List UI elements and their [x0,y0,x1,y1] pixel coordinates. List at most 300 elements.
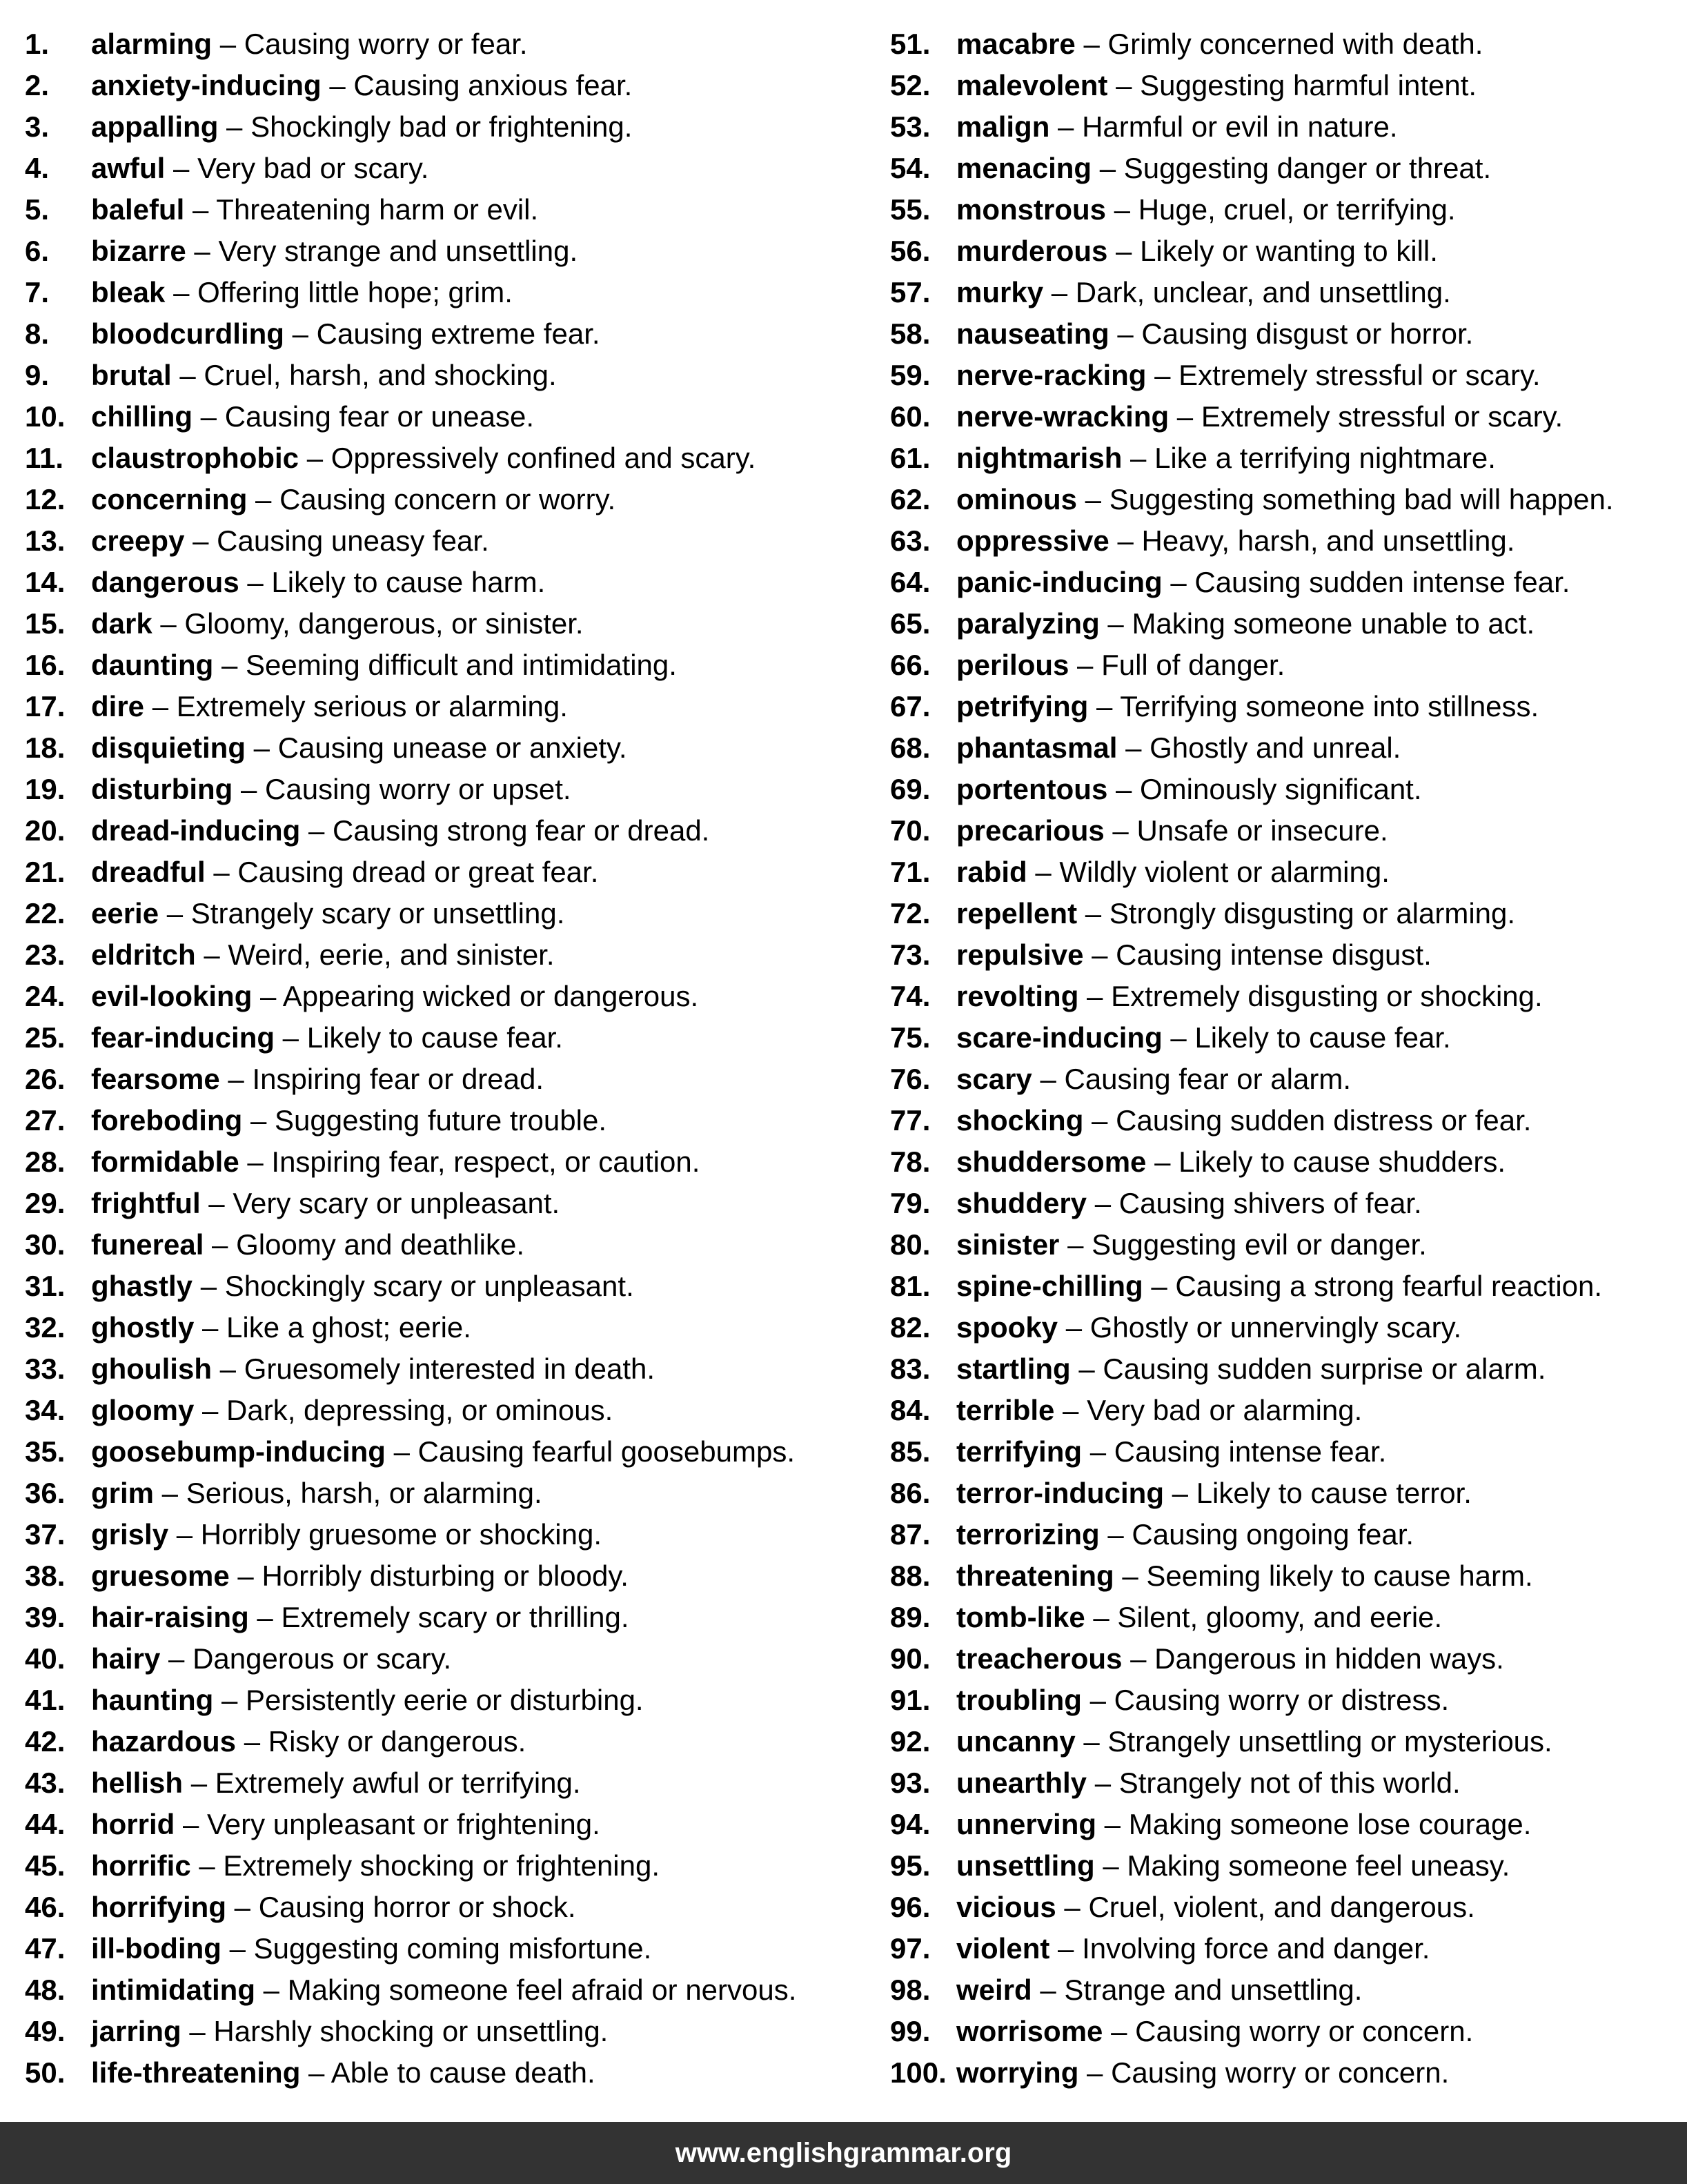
entry-word: fearsome [91,1063,220,1095]
entry-number: 60. [890,400,931,433]
word-entry [25,810,874,852]
entry-number: 55. [890,193,931,226]
entry-separator: – [152,607,185,640]
entry-definition: Causing unease or anxiety. [277,731,627,764]
entry-separator: – [1070,1352,1103,1385]
entry-word: ghostly [91,1311,195,1344]
entry-definition: Seeming difficult and intimidating. [246,649,677,681]
entry-definition: Cruel, harsh, and shocking. [204,359,557,391]
word-entry [890,1224,1684,1266]
entry-definition: Dark, depressing, or ominous. [226,1394,613,1426]
entry-separator: – [1146,359,1179,391]
entry-definition: Strongly disgusting or alarming. [1109,897,1516,929]
entry-number: 43. [25,1767,66,1799]
word-entry [890,272,1684,313]
word-entry [890,189,1684,230]
word-entry [890,810,1684,852]
entry-word: formidable [91,1145,239,1178]
entry-separator: – [190,1849,224,1882]
entry-number: 86. [890,1477,931,1509]
entry-word: appalling [91,110,219,143]
word-entry [25,355,874,396]
entry-word: gloomy [91,1394,195,1426]
entry-word: panic-inducing [956,566,1163,598]
entry-definition: Suggesting danger or threat. [1123,152,1492,184]
entry-number: 95. [890,1849,931,1882]
word-entry [25,65,874,106]
entry-number: 26. [25,1063,66,1095]
entry-word: uncanny [956,1725,1076,1758]
entry-word: terror-inducing [956,1477,1164,1509]
entry-separator: – [1109,524,1142,557]
entry-definition: Causing intense disgust. [1116,938,1432,971]
entry-word: horrific [91,1849,191,1882]
entry-word: monstrous [956,193,1107,226]
entry-separator: – [1075,1725,1108,1758]
entry-number: 14. [25,566,66,598]
entry-number: 19. [25,773,66,805]
entry-definition: Causing fear or alarm. [1064,1063,1351,1095]
entry-number: 38. [25,1560,66,1592]
entry-separator: – [300,2056,331,2089]
word-entry [890,65,1684,106]
entry-separator: – [168,1518,201,1551]
entry-word: perilous [956,649,1069,681]
entry-separator: – [205,856,238,888]
entry-definition: Extremely scary or thrilling. [281,1601,629,1633]
word-entry [890,520,1684,562]
entry-number: 44. [25,1808,66,1840]
entry-separator: – [1043,276,1076,308]
entry-separator: – [1049,1932,1083,1965]
entry-definition: Persistently eerie or disturbing. [246,1684,644,1716]
entry-number: 37. [25,1518,66,1551]
entry-definition: Causing sudden distress or fear. [1116,1104,1532,1137]
word-entry [890,1721,1684,1762]
entry-definition: Terrifying someone into stillness. [1120,690,1539,722]
entry-number: 59. [890,359,931,391]
entry-separator: – [1081,1684,1114,1716]
entry-word: repellent [956,897,1078,929]
entry-separator: – [200,1187,233,1219]
entry-separator: – [1104,814,1137,847]
entry-word: dire [91,690,145,722]
entry-word: oppressive [956,524,1109,557]
entry-definition: Causing fear or unease. [224,400,534,433]
entry-separator: – [1059,1228,1092,1261]
word-entry [890,1100,1684,1141]
word-entry [890,1928,1684,1969]
entry-separator: – [246,731,278,764]
word-entry [25,272,874,313]
entry-separator: – [1049,110,1083,143]
entry-separator: – [1099,607,1132,640]
word-entry [890,645,1684,686]
entry-definition: Causing horror or shock. [258,1891,576,1923]
entry-definition: Wildly violent or alarming. [1059,856,1390,888]
entry-number: 58. [890,317,931,350]
entry-number: 90. [890,1642,931,1675]
entry-number: 34. [25,1394,66,1426]
entry-definition: Causing concern or worry. [279,483,616,515]
entry-definition: Causing uneasy fear. [217,524,489,557]
word-entry [25,1017,874,1059]
entry-number: 87. [890,1518,931,1551]
entry-separator: – [1169,400,1201,433]
entry-number: 46. [25,1891,66,1923]
entry-definition: Gloomy, dangerous, or sinister. [184,607,584,640]
entry-number: 93. [890,1767,931,1799]
word-entry [890,852,1684,893]
entry-separator: – [1107,773,1141,805]
entry-separator: – [321,69,354,101]
entry-separator: – [204,1228,237,1261]
word-entry [25,603,874,645]
entry-definition: Silent, gloomy, and eerie. [1117,1601,1443,1633]
entry-definition: Extremely stressful or scary. [1201,400,1563,433]
word-entry [25,1721,874,1762]
entry-word: shuddery [956,1187,1087,1219]
word-entry [25,645,874,686]
entry-number: 22. [25,897,66,929]
entry-definition: Ominously significant. [1140,773,1422,805]
entry-word: paralyzing [956,607,1100,640]
entry-word: dark [91,607,152,640]
entry-number: 39. [25,1601,66,1633]
entry-definition: Making someone unable to act. [1132,607,1535,640]
entry-word: nerve-racking [956,359,1147,391]
entry-definition: Extremely stressful or scary. [1178,359,1541,391]
entry-word: hair-raising [91,1601,249,1633]
entry-separator: – [184,193,217,226]
entry-number: 73. [890,938,931,971]
entry-number: 96. [890,1891,931,1923]
entry-separator: – [1109,317,1142,350]
entry-separator: – [252,980,283,1012]
word-entry [890,355,1684,396]
entry-definition: Likely or wanting to kill. [1140,235,1438,267]
entry-definition: Very strange and unsettling. [218,235,578,267]
entry-number: 27. [25,1104,66,1137]
entry-word: dangerous [91,566,239,598]
entry-definition: Making someone feel uneasy. [1127,1849,1510,1882]
word-entry [890,2011,1684,2052]
entry-definition: Oppressively confined and scary. [331,442,756,474]
word-entry [25,1804,874,1845]
entry-word: anxiety-inducing [91,69,322,101]
entry-separator: – [1085,1601,1118,1633]
entry-separator: – [1094,1849,1127,1882]
entry-number: 67. [890,690,931,722]
entry-definition: Heavy, harsh, and unsettling. [1141,524,1515,557]
entry-number: 52. [890,69,931,101]
entry-definition: Causing worry or upset. [265,773,571,805]
entry-number: 76. [890,1063,931,1095]
entry-definition: Horribly disturbing or bloody. [262,1560,629,1592]
entry-number: 6. [25,235,50,267]
entry-word: murky [956,276,1044,308]
entry-separator: – [1106,193,1138,226]
footer-bar [0,2122,1687,2184]
entry-separator: – [239,1145,272,1178]
entry-separator: – [247,483,280,515]
entry-word: concerning [91,483,248,515]
entry-separator: – [1056,1891,1089,1923]
entry-word: hellish [91,1767,184,1799]
word-entry [890,1307,1684,1348]
entry-number: 16. [25,649,66,681]
entry-number: 3. [25,110,50,143]
entry-separator: – [165,276,198,308]
entry-word: dread-inducing [91,814,301,847]
entry-word: revolting [956,980,1079,1012]
entry-number: 8. [25,317,50,350]
word-entry [25,1224,874,1266]
entry-word: scary [956,1063,1032,1095]
entry-number: 97. [890,1932,931,1965]
entry-separator: – [1107,235,1141,267]
entry-definition: Causing worry or concern. [1111,2056,1450,2089]
entry-definition: Gloomy and deathlike. [236,1228,525,1261]
entry-definition: Inspiring fear or dread. [252,1063,544,1095]
entry-definition: Harmful or evil in nature. [1082,110,1398,143]
entry-definition: Causing intense fear. [1114,1435,1387,1468]
entry-separator: – [184,524,217,557]
word-entry [25,1390,874,1431]
entry-definition: Causing strong fear or dread. [333,814,710,847]
entry-separator: – [160,1642,193,1675]
entry-word: bizarre [91,235,186,267]
entry-separator: – [221,1932,254,1965]
entry-definition: Likely to cause terror. [1196,1477,1472,1509]
word-entry [890,976,1684,1017]
entry-number: 84. [890,1394,931,1426]
entry-word: funereal [91,1228,204,1261]
word-entry [25,2011,874,2052]
entry-number: 45. [25,1849,66,1882]
word-entry [25,230,874,272]
entry-definition: Strangely scary or unsettling. [190,897,565,929]
entry-number: 71. [890,856,931,888]
entry-word: hazardous [91,1725,237,1758]
entry-definition: Causing fearful goosebumps. [417,1435,795,1468]
word-entry [890,1887,1684,1928]
entry-word: horrid [91,1808,175,1840]
entry-word: chilling [91,400,193,433]
entry-separator: – [213,1684,246,1716]
entry-word: eerie [91,897,159,929]
entry-number: 98. [890,1974,931,2006]
word-entry [25,479,874,520]
entry-separator: – [1027,856,1060,888]
word-entry [890,1969,1684,2011]
right-column [890,23,1684,2094]
word-entry [890,437,1684,479]
entry-number: 35. [25,1435,66,1468]
entry-number: 1. [25,28,50,60]
entry-definition: Dangerous in hidden ways. [1154,1642,1504,1675]
left-column [25,23,874,2094]
word-entry [25,313,874,355]
entry-definition: Causing ongoing fear. [1132,1518,1414,1551]
entry-separator: – [284,317,317,350]
entry-separator: – [193,1270,225,1302]
word-entry [25,1638,874,1680]
entry-definition: Gruesomely interested in death. [244,1352,655,1385]
entry-number: 75. [890,1021,931,1054]
entry-definition: Causing anxious fear. [353,69,633,101]
entry-number: 51. [890,28,931,60]
entry-word: evil-looking [91,980,253,1012]
word-entry [25,1597,874,1638]
entry-definition: Shockingly bad or frightening. [250,110,633,143]
entry-separator: – [144,690,177,722]
entry-definition: Extremely shocking or frightening. [223,1849,660,1882]
entry-definition: Cruel, violent, and dangerous. [1088,1891,1475,1923]
entry-separator: – [1083,1104,1116,1137]
entry-word: goosebump-inducing [91,1435,386,1468]
entry-definition: Extremely serious or alarming. [176,690,568,722]
entry-number: 15. [25,607,66,640]
word-entry [890,1390,1684,1431]
word-entry [25,852,874,893]
entry-definition: Dangerous or scary. [193,1642,452,1675]
word-entry [25,1845,874,1887]
entry-separator: – [194,1394,227,1426]
entry-definition: Weird, eerie, and sinister. [228,938,555,971]
entry-number: 56. [890,235,931,267]
entry-number: 13. [25,524,66,557]
entry-number: 49. [25,2015,66,2047]
word-entry [890,1348,1684,1390]
entry-word: alarming [91,28,213,60]
entry-number: 79. [890,1187,931,1219]
entry-word: grisly [91,1518,169,1551]
word-entry [890,1597,1684,1638]
entry-definition: Like a ghost; eerie. [226,1311,471,1344]
entry-word: bloodcurdling [91,317,284,350]
entry-word: claustrophobic [91,442,299,474]
entry-word: fear-inducing [91,1021,275,1054]
entry-definition: Offering little hope; grim. [197,276,513,308]
word-entry [890,23,1684,65]
entry-word: nauseating [956,317,1109,350]
entry-word: macabre [956,28,1076,60]
word-entry [890,603,1684,645]
entry-separator: – [1099,1518,1132,1551]
entry-number: 65. [890,607,931,640]
entry-number: 48. [25,1974,66,2006]
word-entry [25,2052,874,2094]
word-entry [25,1059,874,1100]
entry-number: 9. [25,359,50,391]
entry-word: tomb-like [956,1601,1085,1633]
word-entry [25,1555,874,1597]
entry-separator: – [255,1974,288,2006]
entry-definition: Suggesting evil or danger. [1092,1228,1427,1261]
entry-separator: – [211,1352,244,1385]
word-entry [890,230,1684,272]
entry-number: 2. [25,69,50,101]
entry-word: daunting [91,649,214,681]
entry-definition: Like a terrifying nightmare. [1154,442,1496,474]
entry-number: 92. [890,1725,931,1758]
entry-number: 80. [890,1228,931,1261]
entry-separator: – [1088,690,1121,722]
entry-word: terrible [956,1394,1055,1426]
word-entry [25,1969,874,2011]
word-entry [25,1183,874,1224]
entry-separator: – [299,442,331,474]
entry-definition: Serious, harsh, or alarming. [186,1477,542,1509]
word-entry [890,893,1684,934]
entry-word: rabid [956,856,1027,888]
word-list [0,23,1687,2091]
entry-definition: Very bad or alarming. [1087,1394,1363,1426]
entry-separator: – [186,235,219,267]
entry-definition: Causing worry or distress. [1114,1684,1450,1716]
entry-number: 74. [890,980,931,1012]
word-entry [890,1680,1684,1721]
entry-number: 94. [890,1808,931,1840]
entry-definition: Ghostly and unreal. [1150,731,1401,764]
entry-word: sinister [956,1228,1060,1261]
entry-definition: Harshly shocking or unsettling. [213,2015,609,2047]
entry-separator: – [171,359,204,391]
entry-word: haunting [91,1684,214,1716]
entry-definition: Suggesting future trouble. [275,1104,606,1137]
entry-number: 11. [25,442,64,474]
word-entry [890,1845,1684,1887]
entry-definition: Horribly gruesome or shocking. [200,1518,602,1551]
entry-word: unearthly [956,1767,1087,1799]
entry-definition: Likely to cause fear. [1194,1021,1451,1054]
entry-definition: Suggesting something bad will happen. [1109,483,1614,515]
entry-word: worrisome [956,2015,1103,2047]
entry-word: portentous [956,773,1108,805]
entry-separator: – [195,938,228,971]
entry-definition: Ghostly or unnervingly scary. [1089,1311,1462,1344]
entry-definition: Strangely not of this world. [1118,1767,1461,1799]
entry-definition: Very unpleasant or frightening. [207,1808,600,1840]
entry-word: scare-inducing [956,1021,1163,1054]
entry-number: 42. [25,1725,66,1758]
entry-definition: Full of danger. [1101,649,1285,681]
word-entry [890,1431,1684,1473]
word-entry [890,934,1684,976]
word-entry [890,769,1684,810]
word-entry [890,479,1684,520]
entry-definition: Likely to cause harm. [271,566,546,598]
entry-word: terrifying [956,1435,1083,1468]
entry-separator: – [1075,28,1108,60]
entry-separator: – [1114,1560,1147,1592]
word-entry [890,313,1684,355]
entry-number: 82. [890,1311,931,1344]
entry-word: nerve-wracking [956,400,1170,433]
entry-word: threatening [956,1560,1114,1592]
word-entry [890,562,1684,603]
word-entry [25,1680,874,1721]
entry-number: 12. [25,483,66,515]
entry-definition: Likely to cause shudders. [1178,1145,1506,1178]
entry-separator: – [229,1560,262,1592]
entry-separator: – [165,152,198,184]
entry-separator: – [275,1021,307,1054]
entry-separator: – [1164,1477,1196,1509]
entry-number: 70. [890,814,931,847]
word-entry [25,396,874,437]
